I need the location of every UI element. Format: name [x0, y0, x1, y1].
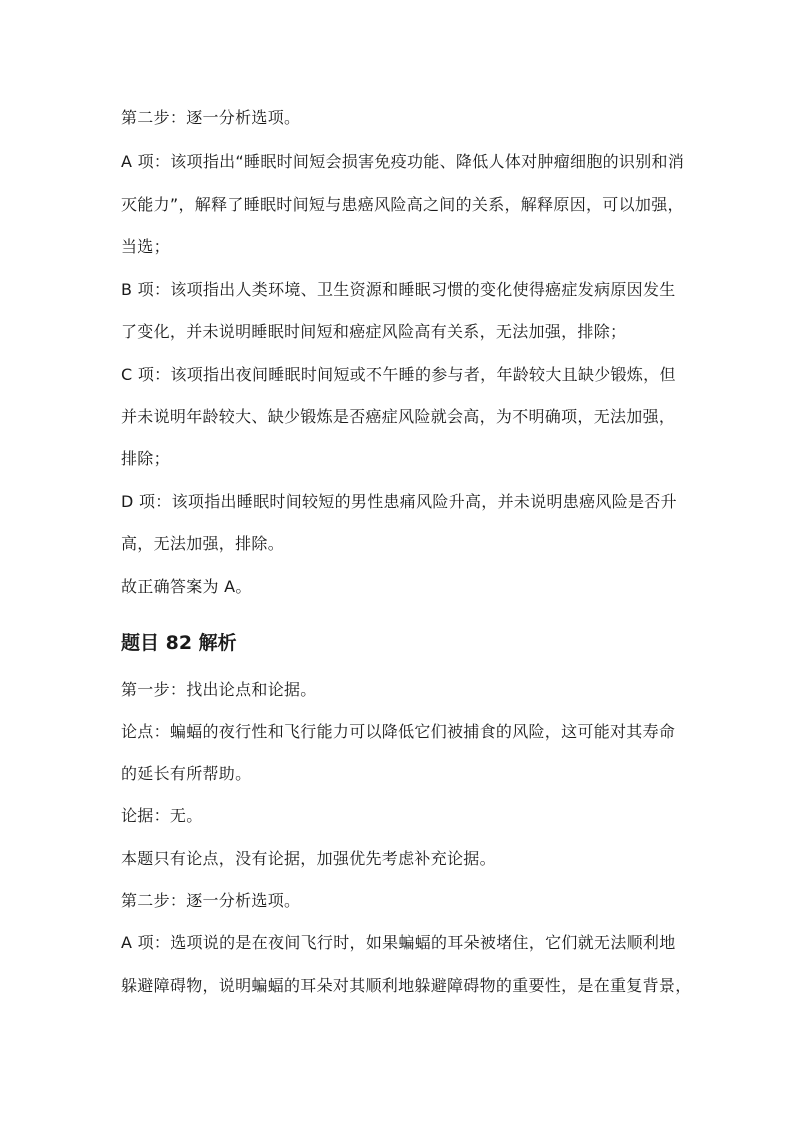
paragraph-line: 论点：蝙蝠的夜行性和飞行能力可以降低它们被捕食的风险，这可能对其寿命 — [121, 722, 676, 741]
paragraph-line: 并未说明年龄较大、缺少锻炼是否癌症风险就会高，为不明确项，无法加强， — [121, 407, 676, 426]
paragraph-line: 第一步：找出论点和论据。 — [121, 680, 317, 699]
paragraph-line: D 项：该项指出睡眠时间较短的男性患痛风险升高，并未说明患癌风险是否升 — [121, 492, 677, 511]
paragraph-line: 排除； — [121, 449, 170, 468]
paragraph-line: 了变化，并未说明睡眠时间短和癌症风险高有关系，无法加强，排除； — [121, 322, 627, 341]
paragraph-line: 第二步：逐一分析选项。 — [121, 891, 301, 910]
paragraph-line: 灭能力”，解释了睡眠时间短与患癌风险高之间的关系，解释原因，可以加强， — [121, 195, 684, 214]
paragraph-line: A 项：该项指出“睡眠时间短会损害免疫功能、降低人体对肿瘤细胞的识别和消 — [121, 152, 685, 171]
paragraph-line: A 项：选项说的是在夜间飞行时，如果蝙蝠的耳朵被堵住，它们就无法顺利地 — [121, 933, 676, 952]
paragraph-line: 本题只有论点，没有论据，加强优先考虑补充论据。 — [121, 849, 496, 868]
paragraph-line: 高，无法加强，排除。 — [121, 534, 285, 553]
paragraph-line: 第二步：逐一分析选项。 — [121, 108, 301, 127]
paragraph-line: B 项：该项指出人类环境、卫生资源和睡眠习惯的变化使得癌症发病原因发生 — [121, 280, 676, 299]
paragraph-line: 的延长有所帮助。 — [121, 764, 252, 783]
section-heading: 题目 82 解析 — [121, 632, 237, 654]
paragraph-line: C 项：该项指出夜间睡眠时间短或不午睡的参与者，年龄较大且缺少锻炼，但 — [121, 365, 676, 384]
paragraph-line: 当选； — [121, 237, 170, 256]
paragraph-line: 躲避障碍物，说明蝙蝠的耳朵对其顺利地躲避障碍物的重要性，是在重复背景， — [121, 976, 692, 995]
paragraph-line: 论据：无。 — [121, 806, 203, 825]
paragraph-line: 故正确答案为 A。 — [121, 577, 252, 596]
